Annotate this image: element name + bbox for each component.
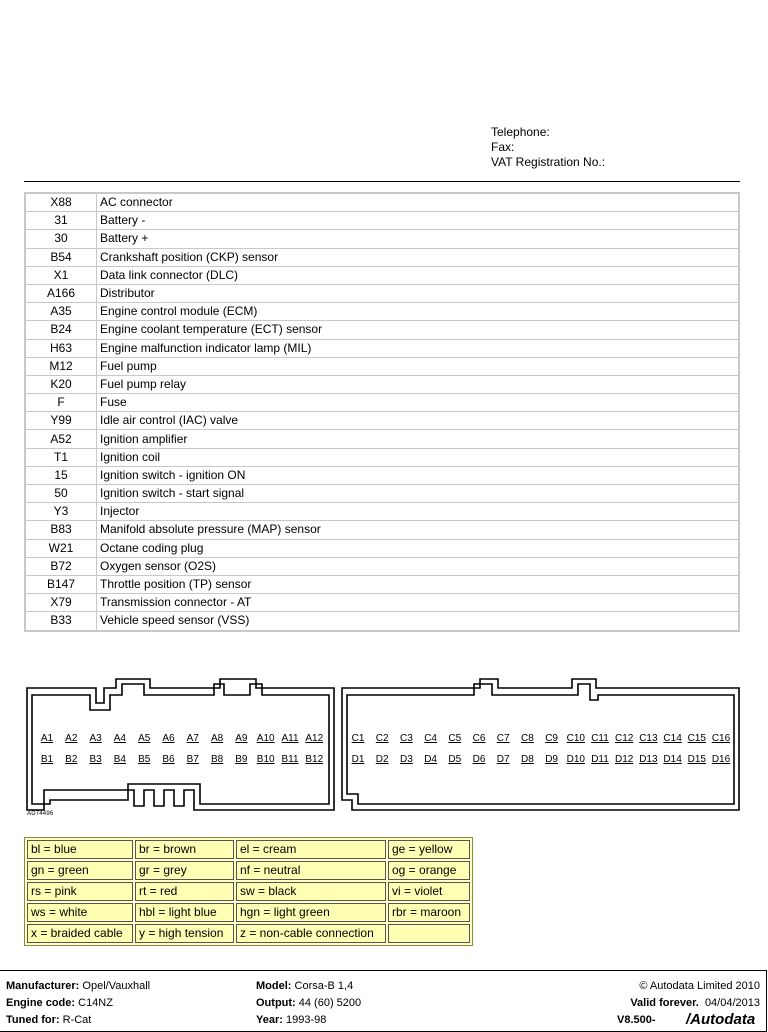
valid-line	[630, 997, 760, 1009]
pin-id: C2	[375, 733, 389, 744]
connector-pin-label	[709, 733, 733, 744]
color-key-cell: z = non-cable connection	[236, 924, 386, 943]
component-code: B72	[25, 557, 97, 575]
component-name: Battery +	[97, 230, 740, 248]
component-name: Fuel pump relay	[97, 375, 740, 393]
component-name: Throttle position (TP) sensor	[97, 575, 740, 593]
color-key-cell: hgn = light green	[236, 903, 386, 922]
component-row	[25, 303, 739, 321]
connector-pin-label	[612, 733, 636, 744]
pin-id: D9	[545, 754, 558, 765]
connector-pin-label	[229, 733, 253, 744]
component-code: M12	[25, 357, 97, 375]
component-code: X88	[25, 193, 97, 212]
color-key-row	[27, 903, 470, 922]
connector-pin-label	[108, 733, 132, 744]
color-key-cell: hbl = light blue	[135, 903, 234, 922]
component-code: 15	[25, 466, 97, 484]
color-key-cell: el = cream	[236, 840, 386, 859]
component-name: Crankshaft position (CKP) sensor	[97, 248, 740, 266]
color-key-cell: rbr = maroon	[388, 903, 470, 922]
connector-pin-label	[254, 754, 278, 765]
component-code: B147	[25, 575, 97, 593]
component-name: Ignition amplifier	[97, 430, 740, 448]
pin-id: C1	[351, 733, 365, 744]
diagram-code: AD74496	[27, 811, 54, 817]
pin-id: C5	[448, 733, 462, 744]
component-code: B24	[25, 321, 97, 339]
color-key-cell: sw = black	[236, 882, 386, 901]
copyright-text: © Autodata Limited 2010	[639, 980, 760, 992]
connector-pin-label	[685, 754, 709, 765]
color-key-cell: br = brown	[135, 840, 234, 859]
component-row	[25, 521, 739, 539]
component-row	[25, 375, 739, 393]
component-row	[25, 248, 739, 266]
connector-pin-label	[181, 754, 205, 765]
component-code: 31	[25, 212, 97, 230]
color-key-cell: rt = red	[135, 882, 234, 901]
connector-pin-label	[132, 754, 156, 765]
ecm-connector-diagram	[24, 676, 744, 824]
manufacturer-line	[6, 980, 150, 992]
color-key-row	[27, 924, 470, 943]
component-name: Battery -	[97, 212, 740, 230]
component-row	[25, 448, 739, 466]
component-name: Idle air control (IAC) valve	[97, 412, 740, 430]
pin-id: C15	[687, 733, 706, 744]
color-key-cell: vi = violet	[388, 882, 470, 901]
pin-id: C16	[711, 733, 731, 744]
pin-id: D8	[520, 754, 534, 765]
connector-pin-label	[84, 733, 108, 744]
color-key-cell: ws = white	[27, 903, 133, 922]
year-value: 1993-98	[285, 1014, 327, 1026]
pin-id: B7	[186, 754, 199, 765]
component-code: T1	[25, 448, 97, 466]
tuned-for-label: Tuned for:	[6, 1014, 60, 1026]
color-key-row	[27, 882, 470, 901]
component-name: Injector	[97, 503, 740, 521]
year-label: Year:	[256, 1014, 283, 1026]
component-code: Y99	[25, 412, 97, 430]
component-name: Transmission connector - AT	[97, 594, 740, 612]
component-name: AC connector	[97, 193, 740, 212]
connector-pin-label	[35, 754, 59, 765]
model-value: Corsa-B 1,4	[294, 980, 354, 992]
component-name: Engine coolant temperature (ECT) sensor	[97, 321, 740, 339]
component-name: Ignition coil	[97, 448, 740, 466]
component-code: F	[25, 394, 97, 412]
component-code: K20	[25, 375, 97, 393]
connector-pin-label	[157, 754, 181, 765]
connector-pin-label	[661, 754, 685, 765]
manufacturer-label: Manufacturer:	[6, 980, 80, 992]
color-key-cell: y = high tension	[135, 924, 234, 943]
connector-pin-label	[467, 754, 491, 765]
pin-id: C8	[520, 733, 534, 744]
model-line	[256, 980, 353, 992]
engine-code-label: Engine code:	[6, 997, 76, 1009]
connector-pin-label	[540, 754, 564, 765]
pin-id: B5	[138, 754, 151, 765]
pin-id: B6	[162, 754, 175, 765]
pin-id: C3	[399, 733, 413, 744]
pin-id: C6	[472, 733, 486, 744]
color-key-cell	[388, 924, 470, 943]
connector-pin-label	[540, 733, 564, 744]
component-code: A52	[25, 430, 97, 448]
color-key-cell: gr = grey	[135, 861, 234, 880]
color-key-row	[27, 840, 470, 859]
connector-pin-label	[612, 754, 636, 765]
connector-pin-label	[394, 754, 418, 765]
connector-outline	[24, 676, 744, 824]
pin-id: B11	[281, 754, 299, 765]
connector-pin-label	[394, 733, 418, 744]
connector-pin-label	[419, 754, 443, 765]
model-label: Model:	[256, 980, 292, 992]
pin-id: D5	[448, 754, 462, 765]
connector-pin-label	[636, 733, 660, 744]
engine-code-value: C14NZ	[78, 997, 113, 1009]
connector-pin-label	[181, 733, 205, 744]
fax-label: Fax:	[491, 140, 515, 154]
pin-id: A8	[210, 733, 224, 744]
component-code: Y3	[25, 503, 97, 521]
color-key-cell: ge = yellow	[388, 840, 470, 859]
pin-id: D4	[424, 754, 437, 765]
component-name: Engine control module (ECM)	[97, 303, 740, 321]
connector-pin-label	[491, 754, 515, 765]
pin-id: B9	[235, 754, 248, 765]
connector-pin-label	[346, 754, 370, 765]
component-code: 30	[25, 230, 97, 248]
component-name: Data link connector (DLC)	[97, 266, 740, 284]
color-key-cell: og = orange	[388, 861, 470, 880]
component-row	[25, 212, 739, 230]
pin-id: D15	[687, 754, 706, 765]
connector-pin-label	[419, 733, 443, 744]
pin-id: A4	[113, 733, 126, 744]
component-code: H63	[25, 339, 97, 357]
component-code: X79	[25, 594, 97, 612]
component-code: 50	[25, 485, 97, 503]
component-name: Distributor	[97, 284, 740, 302]
color-key-cell: bl = blue	[27, 840, 133, 859]
header-divider	[24, 181, 740, 182]
component-name: Ignition switch - start signal	[97, 485, 740, 503]
color-key-cell: gn = green	[27, 861, 133, 880]
connector-pin-label	[346, 733, 370, 744]
connector-pin-label	[443, 733, 467, 744]
component-row	[25, 230, 739, 248]
pin-id: C11	[591, 733, 609, 744]
component-name: Oxygen sensor (O2S)	[97, 557, 740, 575]
telephone-label: Telephone:	[491, 125, 550, 139]
pin-id: D12	[615, 754, 634, 765]
pin-id: D6	[472, 754, 486, 765]
pin-id: D10	[566, 754, 585, 765]
pin-id: D7	[496, 754, 510, 765]
component-code: B54	[25, 248, 97, 266]
color-key-cell: nf = neutral	[236, 861, 386, 880]
pin-id: A1	[40, 733, 54, 744]
valid-label: Valid forever.	[630, 997, 699, 1009]
connector-pin-label	[302, 754, 326, 765]
component-row	[25, 321, 739, 339]
component-row	[25, 612, 739, 631]
pin-id: A10	[256, 733, 275, 744]
connector-pin-label	[205, 754, 229, 765]
tuned-for-value: R-Cat	[62, 1014, 92, 1026]
pin-id: C12	[615, 733, 634, 744]
connector-pin-label	[229, 754, 253, 765]
manufacturer-value: Opel/Vauxhall	[82, 980, 151, 992]
pin-id: A7	[186, 733, 199, 744]
component-row	[25, 412, 739, 430]
pin-id: D3	[399, 754, 413, 765]
component-code: B33	[25, 612, 97, 631]
tuned-for-line	[6, 1014, 91, 1026]
connector-pin-label	[205, 733, 229, 744]
component-name: Fuel pump	[97, 357, 740, 375]
color-key-cell: x = braided cable	[27, 924, 133, 943]
connector-pin-label	[84, 754, 108, 765]
pin-id: A9	[235, 733, 248, 744]
connector-pin-label	[636, 754, 660, 765]
pin-id: A5	[138, 733, 151, 744]
valid-date: 04/04/2013	[704, 997, 760, 1009]
component-row	[25, 357, 739, 375]
connector-pin-label	[588, 754, 612, 765]
output-line	[256, 997, 361, 1009]
wire-color-key	[24, 837, 473, 946]
pin-id: D16	[711, 754, 731, 765]
component-table	[24, 192, 740, 632]
component-row	[25, 266, 739, 284]
vat-label: VAT Registration No.:	[491, 155, 606, 169]
component-row	[25, 575, 739, 593]
pin-id: B12	[305, 754, 324, 765]
pin-id: D11	[591, 754, 609, 765]
component-row	[25, 503, 739, 521]
component-name: Fuse	[97, 394, 740, 412]
pin-id: A6	[162, 733, 175, 744]
pin-id: C9	[545, 733, 558, 744]
connector-pin-label	[132, 733, 156, 744]
connector-pin-label	[35, 733, 59, 744]
pin-id: D13	[639, 754, 658, 765]
connector-pin-label	[491, 733, 515, 744]
connector-pin-label	[278, 733, 302, 744]
pin-id: B1	[40, 754, 54, 765]
pin-id: D2	[375, 754, 389, 765]
connector-pin-label	[515, 754, 539, 765]
component-row	[25, 284, 739, 302]
connector-pin-label	[108, 754, 132, 765]
component-code: X1	[25, 266, 97, 284]
connector-pin-label	[443, 754, 467, 765]
pin-id: B8	[210, 754, 224, 765]
pin-id: D14	[663, 754, 682, 765]
pin-id: C14	[663, 733, 682, 744]
component-row	[25, 557, 739, 575]
pin-id: B2	[65, 754, 78, 765]
connector-pin-label	[588, 733, 612, 744]
connector-pin-label	[467, 733, 491, 744]
connector-pin-label	[59, 733, 83, 744]
component-name: Engine malfunction indicator lamp (MIL)	[97, 339, 740, 357]
output-value: 44 (60) 5200	[298, 997, 362, 1009]
component-row	[25, 394, 739, 412]
pin-id: C7	[496, 733, 510, 744]
color-key-row	[27, 861, 470, 880]
pin-id: B3	[89, 754, 102, 765]
connector-pin-label	[661, 733, 685, 744]
connector-pin-label	[564, 733, 588, 744]
connector-pin-label	[685, 733, 709, 744]
pin-id: C13	[639, 733, 658, 744]
output-label: Output:	[256, 997, 296, 1009]
pin-id: A2	[65, 733, 78, 744]
pin-id: A12	[305, 733, 324, 744]
color-key-cell: rs = pink	[27, 882, 133, 901]
connector-pin-label	[59, 754, 83, 765]
component-name: Octane coding plug	[97, 539, 740, 557]
component-name: Vehicle speed sensor (VSS)	[97, 612, 740, 631]
component-name: Manifold absolute pressure (MAP) sensor	[97, 521, 740, 539]
component-name: Ignition switch - ignition ON	[97, 466, 740, 484]
component-code: B83	[25, 521, 97, 539]
pin-id: B10	[256, 754, 275, 765]
pin-id: B4	[113, 754, 126, 765]
connector-pin-label	[302, 733, 326, 744]
contact-block	[491, 125, 605, 170]
connector-pin-label	[370, 754, 394, 765]
connector-pin-label	[564, 754, 588, 765]
autodata-logo: /Autodata	[686, 1011, 756, 1028]
connector-pin-label	[370, 733, 394, 744]
pin-id: D1	[351, 754, 365, 765]
component-row	[25, 193, 739, 212]
connector-pin-label	[278, 754, 302, 765]
component-row	[25, 339, 739, 357]
connector-pin-label	[157, 733, 181, 744]
component-row	[25, 594, 739, 612]
pin-id: A3	[89, 733, 102, 744]
engine-code-line	[6, 997, 113, 1009]
version-text: V8.500-	[617, 1014, 656, 1026]
vehicle-info-footer	[0, 970, 767, 1032]
component-row	[25, 539, 739, 557]
component-code: A166	[25, 284, 97, 302]
pin-id: C10	[566, 733, 585, 744]
pin-id: A11	[281, 733, 299, 744]
connector-pin-label	[515, 733, 539, 744]
component-row	[25, 430, 739, 448]
component-code: W21	[25, 539, 97, 557]
connector-pin-label	[254, 733, 278, 744]
component-row	[25, 485, 739, 503]
component-code: A35	[25, 303, 97, 321]
year-line	[256, 1014, 326, 1026]
pin-id: C4	[424, 733, 437, 744]
connector-pin-label	[709, 754, 733, 765]
component-row	[25, 466, 739, 484]
